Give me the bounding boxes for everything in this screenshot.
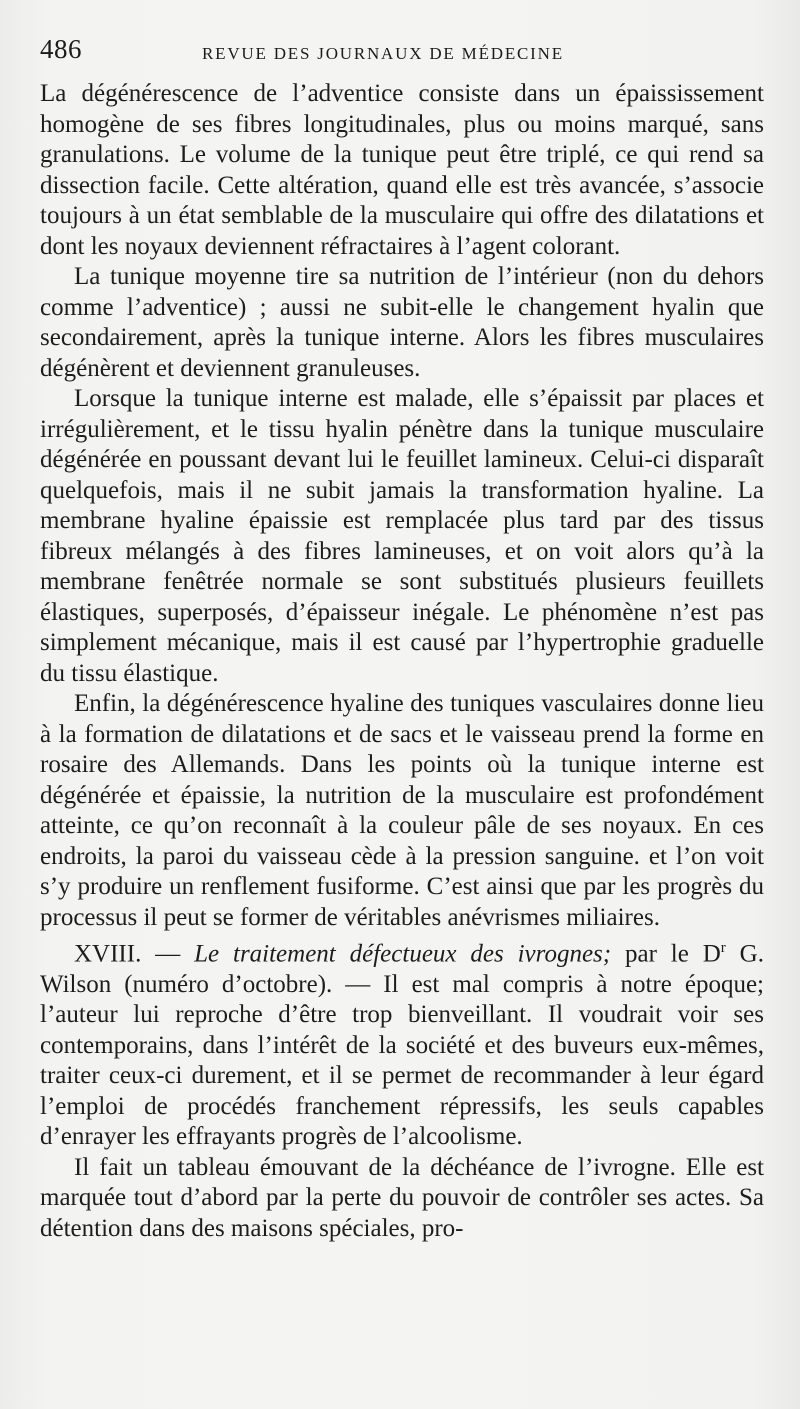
paragraph-adventice: La dégénérescence de l’adventice consiste dans un épaississement homogène de ses fibres longitudinales, plus ou moins marqué, sans granulations. Le volume de la tunique peut être triplé, ce qui rend sa dissection facile. Cette altération, quand elle est très avancée, s’associe toujours à un état semblable de la musculaire qui offre des dilatations et dont les noyaux deviennent réfractaires à l’agent colorant. <box>40 80 764 260</box>
author-prefix: par le D <box>611 940 721 968</box>
running-head: REVUE DES JOURNAUX DE MÉDECINE <box>202 44 564 63</box>
page-header <box>40 32 760 72</box>
paragraph-tunique-moyenne: La tunique moyenne tire sa nutrition de l’intérieur (non du dehors comme l’adventice) ; aussi ne subit-elle le changement hyalin que secondairement, après la tunique interne. Alors les fibres musculaires dégénèrent et deviennent granuleuses. <box>40 263 764 382</box>
page-number: 486 <box>40 34 82 64</box>
paragraph-degenerescence-hyaline: Enfin, la dégénérescence hyaline des tuniques vasculaires donne lieu à la formation de dilatations et de sacs et le vaisseau prend la forme en rosaire des Allemands. Dans les points où la tunique interne est dégénérée et épaissie, la nutrition de la musculaire est profondément atteinte, ce qu’on reconnaît à la couleur pâle de ses noyaux. En ces endroits, la paroi du vaisseau cède à la pression sanguine. et l’on voit s’y produire un renflement fusiforme. C’est ainsi que par les progrès du processus il peut se former de véritables anévrismes miliaires. <box>40 690 764 931</box>
article-text <box>40 79 764 1244</box>
article-title: Le traitement défectueux des ivrognes; <box>194 940 612 968</box>
section-body: G. Wilson (numéro d’octobre). — Il est mal compris à notre époque; l’auteur lui reproche d’être trop bienveillant. Il voudrait voir ses contemporains, dans l’intérêt de la société et des buveurs eux-mêmes, traiter ceux-ci durement, et il se permet de recommander à leur égard l’emploi de procédés franchement répressifs, les seuls capables d’enrayer les effrayants progrès de l’alcoolisme. <box>40 940 764 1151</box>
paragraph-tunique-interne: Lorsque la tunique interne est malade, elle s’épaissit par places et irrégulièrement, et le tissu hyalin pénètre dans la tunique musculaire dégénérée en poussant devant lui le feuillet lamineux. Celui-ci disparaît quelquefois, mais il ne subit jamais la transformation hyaline. La membrane hyaline épaissie est remplacée plus tard par des tissus fibreux mélangés à des fibres lamineuses, et on voit alors qu’à la membrane fenêtrée normale se sont substitués plusieurs feuillets élastiques, superposés, d’épaisseur inégale. Le phénomène n’est pas simplement mécanique, mais il est causé par l’hypertrophie graduelle du tissu élastique. <box>40 385 764 687</box>
paragraph-decheance: Il fait un tableau émouvant de la déchéance de l’ivrogne. Elle est marquée tout d’abord par la perte du pouvoir de contrôler ses actes. Sa détention dans des maisons spéciales, pro- <box>40 1153 764 1242</box>
doctor-superscript: r <box>720 940 726 956</box>
section-number: XVIII. — <box>74 940 195 968</box>
paragraph-section-xviii <box>40 933 764 1153</box>
